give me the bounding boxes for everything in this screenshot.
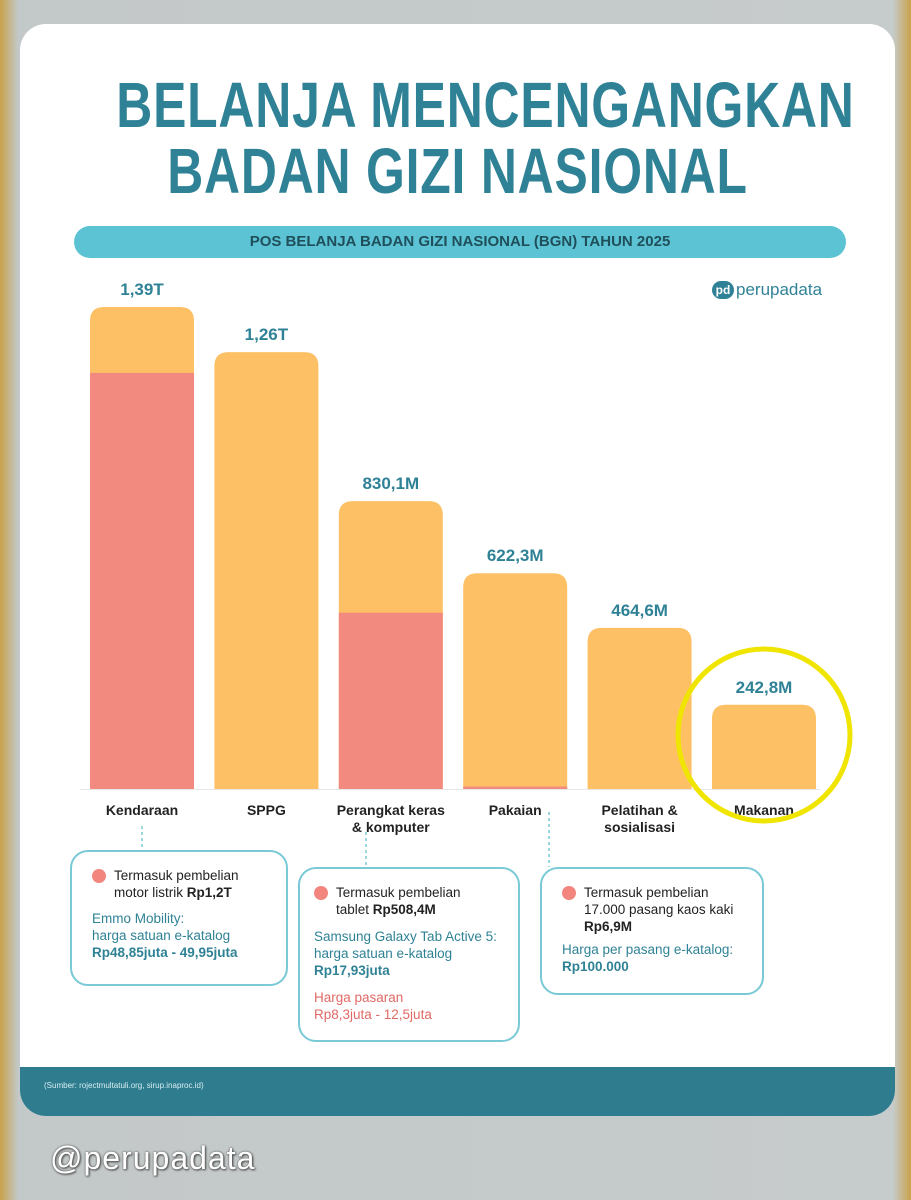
callout-price: Rp17,93juta [314,963,390,978]
bullet-dot-icon [314,886,328,900]
value-label-pakaian: 622,3M [486,546,544,566]
callout-text: Termasuk pembelian [114,868,239,883]
callout-text: motor listrik [114,885,187,900]
bar-highlight-pakaian [463,787,567,789]
callout-market-price: Rp8,3juta - 12,5juta [314,1007,432,1022]
callout-amount: Rp6,9M [584,919,633,934]
callout-text: Termasuk pembelian [584,885,709,900]
bullet-dot-icon [92,869,106,883]
bar-makanan [712,705,816,789]
value-label-perangkat-keras-komputer: 830,1M [362,474,420,494]
bar-pakaian [463,573,567,789]
callout-price-label: Harga per pasang e-katalog: [562,942,734,957]
callout-price: Rp48,85juta - 49,95juta [92,945,238,960]
category-label-pakaian: Pakaian [488,802,542,818]
footer-bar [20,1067,895,1116]
callout-text: 17.000 pasang kaos kaki [584,902,734,917]
category-label-perangkat-keras-komputer: Perangkat keras [336,802,445,818]
value-label-pelatihan-sosialisasi: 464,6M [611,600,668,620]
bar-sppg [214,352,318,789]
infographic-card [20,24,895,1116]
brand-mark-icon: pd [712,281,734,299]
subtitle-bar: POS BELANJA BADAN GIZI NASIONAL (BGN) TAHUN 2025 [74,226,846,258]
callout-price: Rp100.000 [562,959,629,974]
callout-text: tablet [336,902,373,917]
watermark: @perupadata [50,1140,256,1176]
value-label-makanan: 242,8M [735,677,793,697]
bullet-dot-icon [562,886,576,900]
category-label-perangkat-keras-komputer: & komputer [351,819,430,835]
callout-kendaraan [70,850,288,986]
value-label-kendaraan: 1,39T [120,280,164,299]
callout-vendor: Samsung Galaxy Tab Active 5: [314,929,497,944]
callout-text: Termasuk pembelian [336,885,461,900]
category-label-kendaraan: Kendaraan [105,802,179,818]
callout-vendor: Emmo Mobility: [92,911,185,926]
bar-highlight-perangkat-keras-komputer [339,613,443,789]
category-label-pelatihan-sosialisasi: Pelatihan & [601,802,678,818]
bar-highlight-kendaraan [90,373,194,789]
callout-price-label: harga satuan e-katalog [92,928,231,943]
callout-price-label: harga satuan e-katalog [314,946,453,961]
callout-pakaian [540,867,764,995]
title-line-1: BELANJA MENCENGANGKAN [116,69,855,141]
callout-market-label: Harga pasaran [314,990,404,1005]
category-label-pelatihan-sosialisasi: sosialisasi [604,819,676,835]
callout-pakaian-bullet [562,884,750,935]
source-note: (Sumber: rojectmultatuli.org, sirup.inaproc.id) [44,1081,204,1090]
title-line-2: BADAN GIZI NASIONAL [167,135,748,207]
callout-kendaraan-bullet [92,867,272,901]
callout-perangkat [298,867,520,1042]
callout-amount: Rp1,2T [186,885,232,900]
bar-pelatihan-sosialisasi [588,628,692,789]
callout-amount: Rp508,4M [372,902,436,917]
category-label-sppg: SPPG [246,802,286,818]
value-label-sppg: 1,26T [244,325,289,345]
callout-perangkat-bullet [314,884,506,918]
category-label-makanan: Makanan [734,802,794,818]
brand-text: perupadata [736,280,823,299]
